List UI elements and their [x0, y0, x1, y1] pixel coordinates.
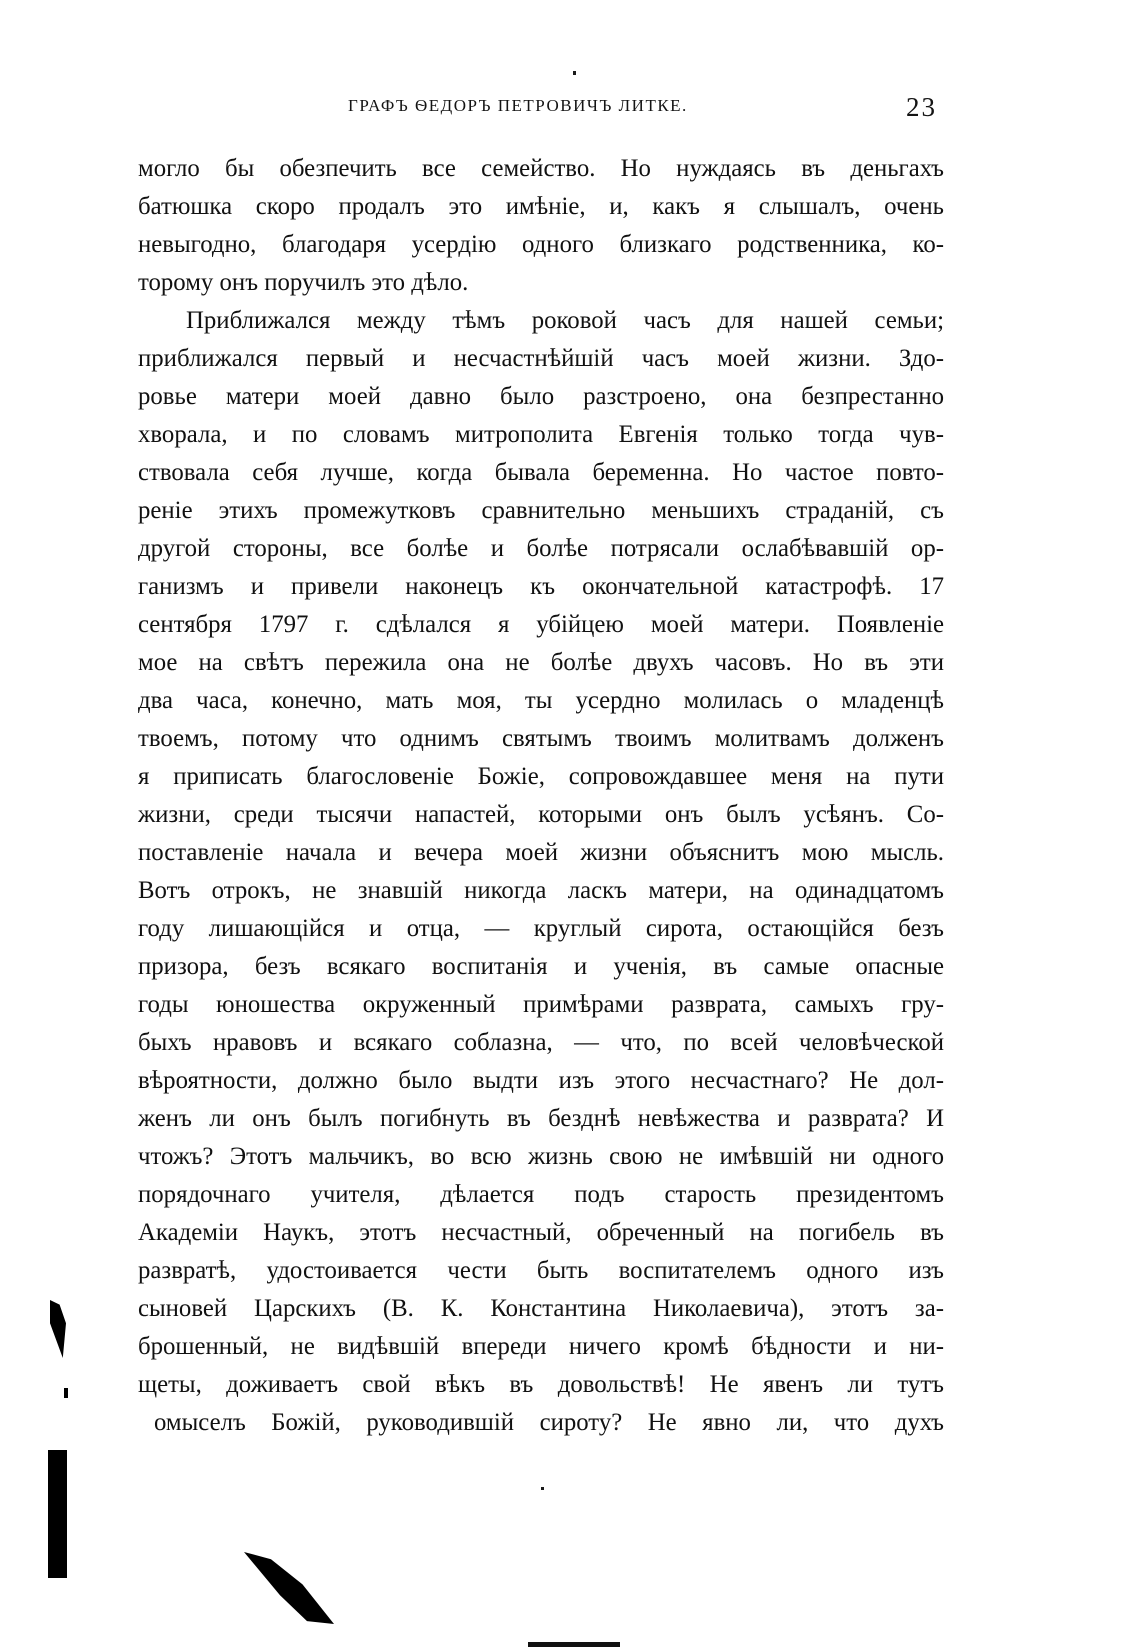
text-line: ровье матери моей давно было разстроено, она безпрестанно [138, 383, 944, 410]
text-line: чтожъ? Этотъ мальчикъ, во всю жизнь свою не имѣвшій ни одного [138, 1143, 944, 1170]
text-line: годы юношества окруженный примѣрами разврата, самыхъ гру- [138, 991, 944, 1018]
text-line: жизни, среди тысячи напастей, которыми онъ былъ усѣянъ. Со- [138, 801, 944, 828]
text-line: реніе этихъ промежутковъ сравнительно меньшихъ страданій, съ [138, 497, 944, 524]
text-line: быхъ нравовъ и всякаго соблазна, — что, по всей человѣческой [138, 1029, 944, 1056]
page-number: 23 [906, 92, 937, 122]
text-line: сентября 1797 г. сдѣлался я убійцею моей матери. Появленіе [138, 611, 944, 638]
text-line: брошенный, не видѣвшій впереди ничего кромѣ бѣдности и ни- [138, 1333, 944, 1360]
ink-speck [573, 71, 576, 75]
text-line: вѣроятности, должно было выдти изъ этого несчастнаго? Не дол- [138, 1067, 944, 1094]
text-line: призора, безъ всякаго воспитанія и ученія, въ самые опасные [138, 953, 944, 980]
text-line: ствовала себя лучше, когда бывала беременна. Но частое повто- [138, 459, 944, 486]
running-title: ГРАФЪ ѲЕДОРЪ ПЕТРОВИЧЪ ЛИТКЕ. [348, 96, 688, 115]
text-line: порядочнаго учителя, дѣлается подъ старость президентомъ [138, 1181, 944, 1208]
text-line: развратѣ, удостоивается чести быть воспитателемъ одного изъ [138, 1257, 944, 1284]
text-line: щеты, доживаетъ свой вѣкъ въ довольствѣ! Не явенъ ли тутъ [138, 1371, 944, 1398]
text-line: году лишающійся и отца, — круглый сирота, остающійся безъ [138, 915, 944, 942]
text-line: сыновей Царскихъ (В. К. Константина Николаевича), этотъ за- [138, 1295, 944, 1322]
text-line: Академіи Наукъ, этотъ несчастный, обреченный на погибель въ [138, 1219, 944, 1246]
text-line: твоемъ, потому что однимъ святымъ твоимъ молитвамъ долженъ [138, 725, 944, 752]
text-line: хворала, и по словамъ митрополита Евгенія только тогда чув- [138, 421, 944, 448]
ink-speck [541, 1487, 544, 1490]
paragraph-first-line: Приближался между тѣмъ роковой часъ для нашей семьи; [186, 307, 944, 334]
bottom-edge-rule [528, 1642, 620, 1647]
text-line-truncated: омыселъ Божій, руководившій сироту? Не явно ли, что духъ [154, 1409, 944, 1436]
text-line: поставленіе начала и вечера моей жизни объяснитъ мою мысль. [138, 839, 944, 866]
text-line: я приписать благословеніе Божіе, сопровождавшее меня на пути [138, 763, 944, 790]
text-line: невыгодно, благодаря усердію одного близкаго родственника, ко- [138, 231, 944, 258]
text-line: другой стороны, все болѣе и болѣе потрясали ослабѣвавшій ор- [138, 535, 944, 562]
text-line: женъ ли онъ былъ погибнуть въ безднѣ невѣжества и разврата? И [138, 1105, 944, 1132]
text-line: Вотъ отрокъ, не знавшій никогда ласкъ матери, на одинадцатомъ [138, 877, 944, 904]
text-line: торому онъ поручилъ это дѣло. [138, 269, 469, 296]
text-line: ганизмъ и привели наконецъ къ окончательной катастрофѣ. 17 [138, 573, 944, 600]
scan-artifact-left-bar [48, 1450, 67, 1578]
scan-artifact-bottom-wedge [244, 1552, 334, 1624]
text-line: мое на свѣтъ пережила она не болѣе двухъ часовъ. Но въ эти [138, 649, 944, 676]
scan-artifact-left-top [50, 1300, 66, 1358]
body-text [138, 150, 944, 1442]
text-line: могло бы обезпечить все семейство. Но нуждаясь въ деньгахъ [138, 155, 944, 182]
text-line: два часа, конечно, мать моя, ты усердно молилась о младенцѣ [138, 687, 944, 714]
text-line: приближался первый и несчастнѣйшій часъ моей жизни. Здо- [138, 345, 944, 372]
text-line: батюшка скоро продалъ это имѣніе, и, какъ я слышалъ, очень [138, 193, 944, 220]
scan-artifact-dot [64, 1388, 68, 1398]
